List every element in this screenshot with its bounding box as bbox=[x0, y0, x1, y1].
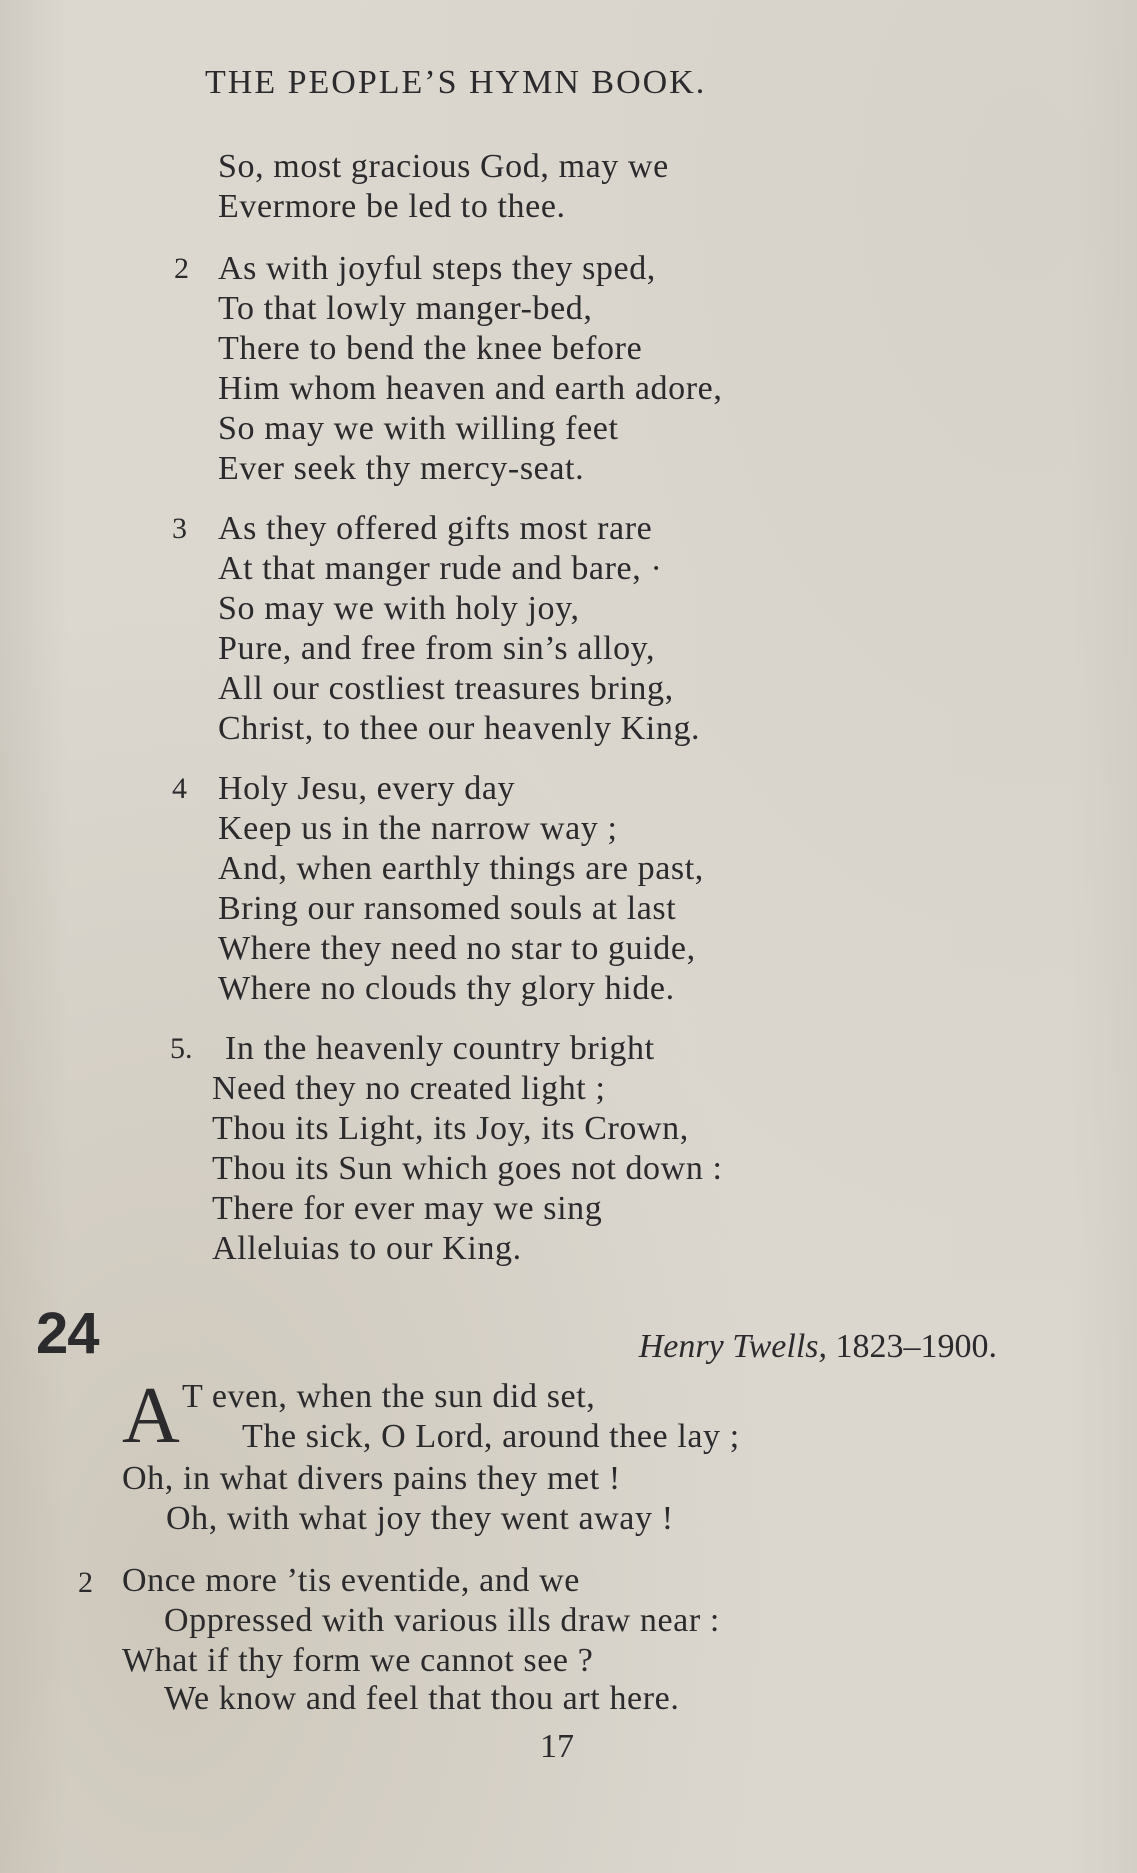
verse-number: 3 bbox=[172, 512, 187, 545]
verse-line: There to bend the knee before bbox=[218, 330, 643, 367]
verse-line: Evermore be led to thee. bbox=[218, 188, 566, 225]
hymn-number: 24 bbox=[36, 1301, 99, 1366]
verse-line: T even, when the sun did set, bbox=[182, 1378, 596, 1415]
verse-line: Thou its Light, its Joy, its Crown, bbox=[212, 1110, 689, 1147]
author-dates: 1823–1900. bbox=[835, 1328, 997, 1365]
verse-line: Oh, with what joy they went away ! bbox=[166, 1500, 674, 1537]
verse-line: What if thy form we cannot see ? bbox=[122, 1642, 594, 1679]
verse-line: Where no clouds thy glory hide. bbox=[218, 970, 675, 1007]
verse-line: As with joyful steps they sped, bbox=[218, 250, 656, 287]
verse-line: And, when earthly things are past, bbox=[218, 850, 704, 887]
hymn-author bbox=[639, 1328, 997, 1366]
page-number: 17 bbox=[540, 1728, 574, 1765]
drop-cap: A bbox=[122, 1372, 180, 1460]
verse-line: Oh, in what divers pains they met ! bbox=[122, 1460, 621, 1497]
author-name: Henry Twells, bbox=[638, 1328, 827, 1365]
verse-line: So, most gracious God, may we bbox=[218, 148, 669, 185]
verse-line: In the heavenly country bright bbox=[225, 1030, 655, 1067]
verse-line: Christ, to thee our heavenly King. bbox=[218, 710, 701, 747]
verse-number: 5. bbox=[170, 1032, 193, 1065]
verse-line: Thou its Sun which goes not down : bbox=[212, 1150, 723, 1187]
verse-line: The sick, O Lord, around thee lay ; bbox=[242, 1418, 740, 1455]
verse-line: Bring our ransomed souls at last bbox=[218, 890, 677, 927]
verse-line: So may we with willing feet bbox=[218, 410, 619, 447]
verse-line: Keep us in the narrow way ; bbox=[218, 810, 618, 847]
verse-line: Him whom heaven and earth adore, bbox=[218, 370, 723, 407]
verse-number: 2 bbox=[78, 1566, 93, 1599]
verse-line: Need they no created light ; bbox=[212, 1070, 606, 1107]
running-head: THE PEOPLE’S HYMN BOOK. bbox=[205, 64, 707, 101]
verse-line: To that lowly manger-bed, bbox=[218, 290, 593, 327]
verse-line: Holy Jesu, every day bbox=[218, 770, 516, 807]
verse-line: So may we with holy joy, bbox=[218, 590, 580, 627]
verse-number: 4 bbox=[172, 772, 187, 805]
verse-line: Oppressed with various ills draw near : bbox=[164, 1602, 720, 1639]
verse-line: At that manger rude and bare, · bbox=[218, 550, 663, 587]
verse-line: Where they need no star to guide, bbox=[218, 930, 696, 967]
verse-line: We know and feel that thou art here. bbox=[164, 1680, 680, 1717]
verse-line: Once more ’tis eventide, and we bbox=[122, 1562, 580, 1599]
verse-line: All our costliest treasures bring, bbox=[218, 670, 674, 707]
verse-line: Ever seek thy mercy-seat. bbox=[218, 450, 585, 487]
verse-line: There for ever may we sing bbox=[212, 1190, 603, 1227]
verse-line: Alleluias to our King. bbox=[212, 1230, 522, 1267]
verse-line: Pure, and free from sin’s alloy, bbox=[218, 630, 656, 667]
verse-number: 2 bbox=[174, 252, 189, 285]
verse-line: As they offered gifts most rare bbox=[218, 510, 653, 547]
